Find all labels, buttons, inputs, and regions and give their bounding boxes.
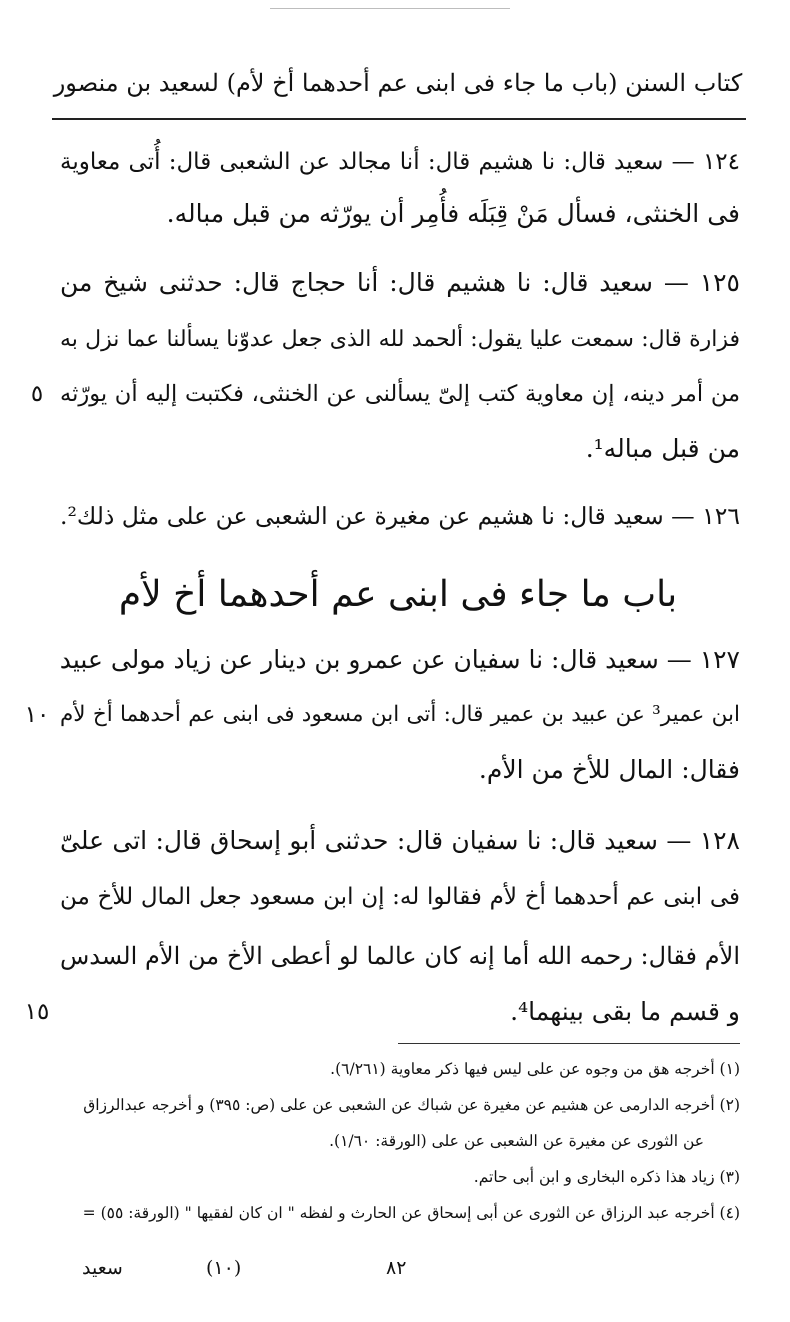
text-line: فى ابنى عم أحدهما أخ لأم فقالوا له: إن ابن مسعود جعل المال للأخ من [60, 884, 740, 910]
text-line: ابن عمير³ عن عبيد بن عمير قال: أتى ابن مسعود فى ابنى عم أحدهما أخ لأم [60, 702, 740, 727]
text-line: ١٢٦ — سعيد قال: نا هشيم عن مغيرة عن الشعبى عن على مثل ذلك². [60, 502, 740, 530]
text-line: ١٢٤ — سعيد قال: نا هشيم قال: أنا مجالد عن الشعبى قال: أُتى معاوية [60, 149, 740, 175]
footnote: (٤) أخرجه عبد الرزاق عن الثورى عن أبى إسحاق عن الحارث و لفظه " ان كان لفقيها " (الورقة: ٥٥) = [82, 1204, 740, 1222]
footnote: (١) أخرجه هق من وجوه عن على ليس فيها ذكر معاوية (٦/٢٦١). [330, 1060, 740, 1078]
text-line: من أمر دينه، إن معاوية كتب إلىّ يسألنى عن الخنثى، فكتبت إليه أن يورّثه [60, 381, 740, 407]
top-rule [270, 8, 510, 9]
header-rule [52, 118, 746, 120]
text-line: من قبل مباله¹. [585, 434, 740, 463]
footnote-continuation: عن الثورى عن مغيرة عن الشعبى عن على (الورقة: ١/٦٠). [329, 1132, 704, 1150]
text-line: و قسم ما بقى بينهما⁴. [510, 997, 740, 1026]
footnote: (٣) زياد هذا ذكره البخارى و ابن أبى حاتم. [473, 1168, 740, 1186]
line-number-15: ١٥ [24, 999, 50, 1025]
footnote: (٢) أخرجه الدارمى عن هشيم عن مغيرة عن شباك عن الشعبى عن على (ص: ٣٩٥) و أخرجه عبدالرزاق [83, 1096, 740, 1114]
footnote-rule [398, 1043, 740, 1044]
volume-number: (١٠) [206, 1257, 242, 1279]
text-line: فى الخنثى، فسأل مَنْ قِبَلَه فأُمِر أن يورّثه من قبل مباله. [166, 199, 740, 228]
signature-mark: سعيد [82, 1257, 123, 1279]
page-number: ٨٢ [386, 1257, 407, 1279]
text-line: ١٢٧ — سعيد قال: نا سفيان عن عمرو بن دينار عن زياد مولى عبيد [60, 645, 740, 674]
text-line: الأم فقال: رحمه الله أما إنه كان عالما لو أعطى الأخ من الأم السدس [60, 942, 740, 970]
text-line: فقال: المال للأخ من الأم. [478, 755, 740, 784]
text-line: فزارة قال: سمعت عليا يقول: ألحمد لله الذى جعل عدوّنا يسألنا عما نزل به [60, 327, 740, 352]
line-number-5: ٥ [30, 381, 44, 407]
text-line: ١٢٥ — سعيد قال: نا هشيم قال: أنا حجاج قال: حدثنى شيخ من [60, 268, 740, 297]
line-number-10: ١٠ [24, 702, 50, 728]
running-header: كتاب السنن (باب ما جاء فى ابنى عم أحدهما أخ لأم) لسعيد بن منصور [53, 69, 743, 97]
text-line: ١٢٨ — سعيد قال: نا سفيان قال: حدثنى أبو إسحاق قال: اتى علىّ [60, 826, 740, 855]
chapter-title: باب ما جاء فى ابنى عم أحدهما أخ لأم [118, 574, 678, 615]
